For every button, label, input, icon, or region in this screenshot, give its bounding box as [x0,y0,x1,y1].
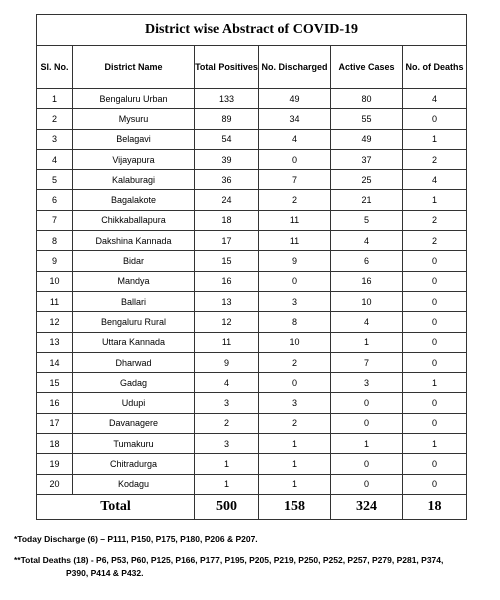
row-discharged: 4 [259,129,331,149]
row-sl-no: 19 [37,454,73,474]
row-total-positives: 24 [195,190,259,210]
row-discharged: 0 [259,271,331,291]
row-deaths: 1 [403,129,467,149]
row-district-name: Bagalakote [73,190,195,210]
row-active-cases: 25 [331,170,403,190]
row-district-name: Bidar [73,251,195,271]
table-row [37,332,467,352]
row-total-positives: 9 [195,352,259,372]
total-discharged: 158 [259,494,331,519]
row-deaths: 1 [403,190,467,210]
row-active-cases: 0 [331,454,403,474]
row-sl-no: 14 [37,352,73,372]
table-row [37,190,467,210]
row-sl-no: 7 [37,210,73,230]
row-district-name: Ballari [73,291,195,311]
row-district-name: Belagavi [73,129,195,149]
row-discharged: 34 [259,109,331,129]
table-title: District wise Abstract of COVID-19 [37,15,467,46]
row-active-cases: 4 [331,231,403,251]
row-sl-no: 17 [37,413,73,433]
row-district-name: Kalaburagi [73,170,195,190]
row-deaths: 1 [403,434,467,454]
row-total-positives: 89 [195,109,259,129]
total-active: 324 [331,494,403,519]
row-total-positives: 1 [195,474,259,494]
row-sl-no: 9 [37,251,73,271]
row-sl-no: 16 [37,393,73,413]
header-district-name: District Name [73,46,195,89]
row-active-cases: 0 [331,393,403,413]
row-discharged: 9 [259,251,331,271]
row-sl-no: 8 [37,231,73,251]
row-active-cases: 1 [331,332,403,352]
header-deaths: No. of Deaths [403,46,467,89]
row-district-name: Bengaluru Rural [73,312,195,332]
table-row [37,271,467,291]
row-active-cases: 21 [331,190,403,210]
header-discharged: No. Discharged [259,46,331,89]
row-district-name: Bengaluru Urban [73,89,195,109]
row-active-cases: 55 [331,109,403,129]
row-deaths: 2 [403,149,467,169]
row-discharged: 11 [259,231,331,251]
row-discharged: 3 [259,291,331,311]
row-total-positives: 3 [195,393,259,413]
table-row [37,434,467,454]
row-deaths: 4 [403,170,467,190]
row-total-positives: 54 [195,129,259,149]
row-discharged: 11 [259,210,331,230]
row-active-cases: 80 [331,89,403,109]
row-deaths: 2 [403,210,467,230]
row-active-cases: 3 [331,373,403,393]
row-discharged: 7 [259,170,331,190]
row-district-name: Udupi [73,393,195,413]
row-total-positives: 36 [195,170,259,190]
row-active-cases: 37 [331,149,403,169]
row-discharged: 49 [259,89,331,109]
table-row [37,352,467,372]
row-sl-no: 6 [37,190,73,210]
row-active-cases: 10 [331,291,403,311]
row-sl-no: 11 [37,291,73,311]
deaths-note-line2: P390, P414 & P432. [66,568,144,578]
table-row [37,393,467,413]
row-active-cases: 16 [331,271,403,291]
row-district-name: Mysuru [73,109,195,129]
row-total-positives: 15 [195,251,259,271]
table-row [37,454,467,474]
row-sl-no: 18 [37,434,73,454]
header-sl-no: Sl. No. [37,46,73,89]
row-sl-no: 3 [37,129,73,149]
row-sl-no: 13 [37,332,73,352]
table-row [37,210,467,230]
row-active-cases: 0 [331,413,403,433]
row-active-cases: 49 [331,129,403,149]
row-active-cases: 1 [331,434,403,454]
total-positives: 500 [195,494,259,519]
row-sl-no: 20 [37,474,73,494]
row-total-positives: 39 [195,149,259,169]
table-row [37,231,467,251]
total-deaths: 18 [403,494,467,519]
table-row [37,312,467,332]
row-total-positives: 133 [195,89,259,109]
row-district-name: Mandya [73,271,195,291]
deaths-note-line1: **Total Deaths (18) - P6, P53, P60, P125, P166, P177, P195, P205, P219, P250, P252, P257, P279, P281, P374, [14,555,444,565]
row-district-name: Dakshina Kannada [73,231,195,251]
row-deaths: 0 [403,291,467,311]
row-active-cases: 0 [331,474,403,494]
row-active-cases: 4 [331,312,403,332]
total-label: Total [37,494,195,519]
discharge-note: *Today Discharge (6) – P111, P150, P175, P180, P206 & P207. [14,534,258,544]
row-discharged: 8 [259,312,331,332]
row-sl-no: 5 [37,170,73,190]
table-row [37,170,467,190]
row-total-positives: 2 [195,413,259,433]
row-district-name: Tumakuru [73,434,195,454]
row-active-cases: 6 [331,251,403,271]
row-deaths: 0 [403,454,467,474]
row-sl-no: 12 [37,312,73,332]
row-deaths: 0 [403,312,467,332]
row-discharged: 2 [259,352,331,372]
row-active-cases: 5 [331,210,403,230]
row-deaths: 0 [403,109,467,129]
deaths-note [14,554,490,580]
row-deaths: 0 [403,251,467,271]
district-abstract-table [36,14,467,520]
row-deaths: 0 [403,271,467,291]
row-total-positives: 17 [195,231,259,251]
table-row [37,251,467,271]
row-total-positives: 12 [195,312,259,332]
row-discharged: 0 [259,373,331,393]
row-discharged: 2 [259,190,331,210]
row-discharged: 1 [259,434,331,454]
row-discharged: 1 [259,474,331,494]
table-row [37,291,467,311]
row-deaths: 0 [403,393,467,413]
row-total-positives: 13 [195,291,259,311]
row-deaths: 1 [403,373,467,393]
row-total-positives: 4 [195,373,259,393]
row-deaths: 0 [403,474,467,494]
table-row [37,109,467,129]
row-district-name: Chikkaballapura [73,210,195,230]
row-deaths: 2 [403,231,467,251]
row-district-name: Davanagere [73,413,195,433]
row-total-positives: 18 [195,210,259,230]
row-sl-no: 10 [37,271,73,291]
row-district-name: Vijayapura [73,149,195,169]
row-total-positives: 16 [195,271,259,291]
row-district-name: Gadag [73,373,195,393]
table-row [37,413,467,433]
row-deaths: 0 [403,332,467,352]
row-discharged: 2 [259,413,331,433]
row-discharged: 1 [259,454,331,474]
row-sl-no: 4 [37,149,73,169]
row-district-name: Uttara Kannada [73,332,195,352]
row-total-positives: 3 [195,434,259,454]
row-discharged: 10 [259,332,331,352]
row-deaths: 0 [403,352,467,372]
row-sl-no: 1 [37,89,73,109]
row-total-positives: 11 [195,332,259,352]
row-district-name: Chitradurga [73,454,195,474]
row-sl-no: 15 [37,373,73,393]
row-discharged: 3 [259,393,331,413]
row-deaths: 4 [403,89,467,109]
table-row [37,373,467,393]
table-row [37,129,467,149]
header-active-cases: Active Cases [331,46,403,89]
row-district-name: Dharwad [73,352,195,372]
header-total-positives: Total Positives [195,46,259,89]
table-row [37,474,467,494]
row-discharged: 0 [259,149,331,169]
row-deaths: 0 [403,413,467,433]
table-row [37,89,467,109]
row-district-name: Kodagu [73,474,195,494]
row-total-positives: 1 [195,454,259,474]
row-sl-no: 2 [37,109,73,129]
table-row [37,149,467,169]
row-active-cases: 7 [331,352,403,372]
